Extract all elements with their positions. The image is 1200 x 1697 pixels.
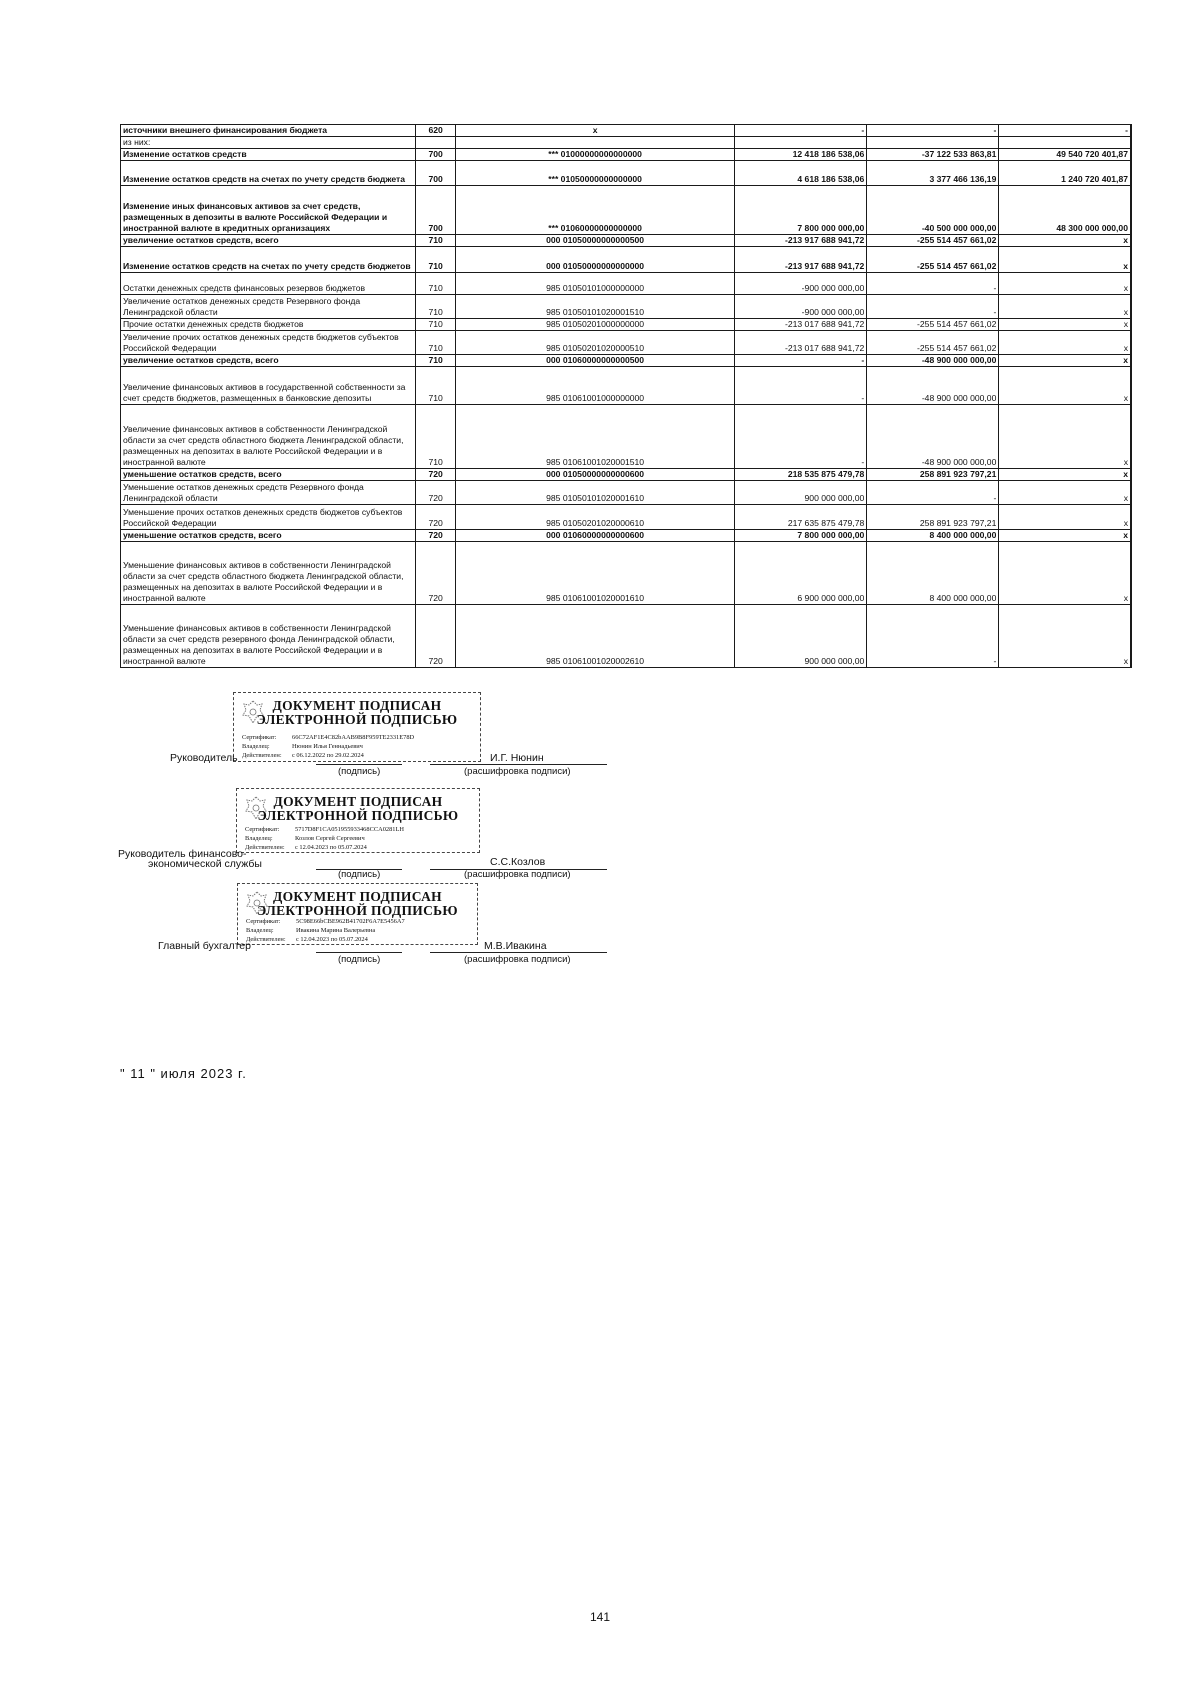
row-name-cell: Изменение иных финансовых активов за счет средств, размещенных в депозиты в валюте Российской Федерации и иностранной валюте в кредитных организациях	[121, 186, 416, 235]
row-code-cell: 720	[416, 605, 456, 668]
row-value-unexecuted-cell: 49 540 720 401,87	[999, 149, 1131, 161]
table-row	[121, 125, 1132, 137]
row-kbk-cell: 985 01050101020001510	[456, 295, 735, 319]
finance-label-line2: экономической службы	[148, 858, 262, 870]
stamp-details: Сертификат: 66C72AF1E4C82bAAB9B8F959TE2331E78D Владелец: Нюнин Илья Геннадьевич Действителен: с 06.12.2022 по 29.02.2024	[242, 734, 415, 759]
head-decode-line	[430, 764, 607, 765]
stamp-title: ДОКУМЕНТ ПОДПИСАН	[272, 698, 442, 713]
row-name-cell: Изменение остатков средств на счетах по учету средств бюджета	[121, 161, 416, 186]
row-code-cell: 710	[416, 235, 456, 247]
finance-name: С.С.Козлов	[490, 856, 546, 868]
row-value-approved-cell: 900 000 000,00	[735, 481, 867, 505]
table-row	[121, 186, 1132, 235]
row-value-executed-cell: -	[867, 125, 999, 137]
row-value-unexecuted-cell: x	[999, 235, 1131, 247]
row-value-unexecuted-cell: x	[999, 469, 1131, 481]
e-signature-stamp-head	[233, 692, 481, 762]
row-value-approved-cell: 4 618 186 538,06	[735, 161, 867, 186]
row-value-executed-cell: -	[867, 273, 999, 295]
row-value-approved-cell: 7 800 000 000,00	[735, 186, 867, 235]
row-name-cell: уменьшение остатков средств, всего	[121, 469, 416, 481]
stamp-subtitle: ЭЛЕКТРОННОЙ ПОДПИСЬЮ	[257, 903, 458, 918]
row-code-cell: 720	[416, 469, 456, 481]
row-value-approved-cell: -	[735, 405, 867, 469]
table-row	[121, 405, 1132, 469]
row-kbk-cell: 985 01050201020000610	[456, 505, 735, 530]
row-value-executed-cell: 8 400 000 000,00	[867, 542, 999, 605]
row-code-cell: 700	[416, 149, 456, 161]
row-code-cell: 710	[416, 247, 456, 273]
row-code-cell: 720	[416, 505, 456, 530]
e-signature-stamp-finance	[236, 788, 480, 853]
row-value-executed-cell: -	[867, 605, 999, 668]
row-value-approved-cell: -	[735, 367, 867, 405]
row-value-executed-cell: -255 514 457 661,02	[867, 247, 999, 273]
row-value-unexecuted-cell: x	[999, 530, 1131, 542]
row-kbk-cell: 000 01060000000000500	[456, 355, 735, 367]
table-row	[121, 161, 1132, 186]
row-kbk-cell: 000 01050000000000000	[456, 247, 735, 273]
row-value-approved-cell: 6 900 000 000,00	[735, 542, 867, 605]
document-date: " 11 " июля 2023 г.	[120, 1066, 247, 1081]
row-code-cell: 700	[416, 161, 456, 186]
finance-decode-caption: (расшифровка подписи)	[464, 869, 571, 880]
stamp-title: ДОКУМЕНТ ПОДПИСАН	[273, 794, 443, 809]
row-name-cell: Уменьшение остатков денежных средств Резервного фонда Ленинградской области	[121, 481, 416, 505]
accountant-name: М.В.Ивакина	[484, 940, 547, 952]
row-value-unexecuted-cell: x	[999, 331, 1131, 355]
row-kbk-cell: 985 01061001020002610	[456, 605, 735, 668]
table-row	[121, 319, 1132, 331]
row-value-unexecuted-cell: x	[999, 542, 1131, 605]
e-signature-stamp-accountant	[237, 883, 478, 945]
row-kbk-cell: 000 01050000000000500	[456, 235, 735, 247]
row-kbk-cell: 000 01050000000000600	[456, 469, 735, 481]
accountant-label: Главный бухгалтер	[158, 940, 251, 952]
finance-label-line1: Руководитель финансово-	[118, 848, 247, 860]
row-kbk-cell: 985 01061001000000000	[456, 367, 735, 405]
row-value-executed-cell: -255 514 457 661,02	[867, 331, 999, 355]
row-value-approved-cell: -900 000 000,00	[735, 295, 867, 319]
row-name-cell: Уменьшение финансовых активов в собственности Ленинградской области за счет средств резервного фонда Ленинградской области, размещенных на депозитах в валюте Российской Федерации и в иностранной валюте	[121, 605, 416, 668]
row-value-executed-cell: 258 891 923 797,21	[867, 505, 999, 530]
row-value-executed-cell: 8 400 000 000,00	[867, 530, 999, 542]
row-value-approved-cell: -213 017 688 941,72	[735, 331, 867, 355]
head-label: Руководитель	[170, 752, 238, 764]
page-number: 141	[589, 1610, 611, 1624]
row-name-cell: источники внешнего финансирования бюджета	[121, 125, 416, 137]
row-value-executed-cell: -48 900 000 000,00	[867, 355, 999, 367]
row-code-cell: 720	[416, 530, 456, 542]
row-name-cell: увеличение остатков средств, всего	[121, 235, 416, 247]
table-row	[121, 137, 1132, 149]
row-kbk-cell: *** 01050000000000000	[456, 161, 735, 186]
row-value-unexecuted-cell: x	[999, 405, 1131, 469]
row-kbk-cell: 000 01060000000000600	[456, 530, 735, 542]
row-value-unexecuted-cell: -	[999, 125, 1131, 137]
row-value-executed-cell: -	[867, 481, 999, 505]
table-row	[121, 530, 1132, 542]
row-value-approved-cell: 218 535 875 479,78	[735, 469, 867, 481]
row-name-cell: Прочие остатки денежных средств бюджетов	[121, 319, 416, 331]
row-value-executed-cell: -48 900 000 000,00	[867, 405, 999, 469]
row-value-executed-cell: -	[867, 295, 999, 319]
row-value-unexecuted-cell: 1 240 720 401,87	[999, 161, 1131, 186]
row-name-cell: Увеличение прочих остатков денежных средств бюджетов субъектов Российской Федерации	[121, 331, 416, 355]
row-name-cell: увеличение остатков средств, всего	[121, 355, 416, 367]
accountant-decode-line	[430, 952, 607, 953]
stamp-title: ДОКУМЕНТ ПОДПИСАН	[273, 889, 442, 904]
row-value-unexecuted-cell: x	[999, 319, 1131, 331]
row-name-cell: Изменение остатков средств	[121, 149, 416, 161]
financing-sources-table	[120, 124, 1132, 668]
stamp-subtitle: ЭЛЕКТРОННОЙ ПОДПИСЬЮ	[257, 808, 459, 823]
row-code-cell: 710	[416, 355, 456, 367]
head-name: И.Г. Нюнин	[490, 752, 544, 764]
row-value-unexecuted-cell: x	[999, 505, 1131, 530]
row-kbk-cell: 985 01061001020001610	[456, 542, 735, 605]
row-value-approved-cell: 217 635 875 479,78	[735, 505, 867, 530]
row-code-cell: 720	[416, 481, 456, 505]
table-row	[121, 149, 1132, 161]
table-row	[121, 367, 1132, 405]
table-row	[121, 247, 1132, 273]
row-kbk-cell: 985 01050101000000000	[456, 273, 735, 295]
table-row	[121, 481, 1132, 505]
row-value-approved-cell: -213 017 688 941,72	[735, 319, 867, 331]
row-kbk-cell	[456, 137, 735, 149]
row-value-unexecuted-cell: x	[999, 367, 1131, 405]
row-value-executed-cell	[867, 137, 999, 149]
row-value-unexecuted-cell	[999, 137, 1131, 149]
table-row	[121, 235, 1132, 247]
row-value-approved-cell: 7 800 000 000,00	[735, 530, 867, 542]
row-value-unexecuted-cell: x	[999, 355, 1131, 367]
row-kbk-cell: 985 01050201020000510	[456, 331, 735, 355]
row-code-cell: 700	[416, 186, 456, 235]
table-row	[121, 542, 1132, 605]
row-value-unexecuted-cell: x	[999, 247, 1131, 273]
row-value-executed-cell: -37 122 533 863,81	[867, 149, 999, 161]
row-kbk-cell: 985 01050101020001610	[456, 481, 735, 505]
row-code-cell: 620	[416, 125, 456, 137]
head-sign-line	[316, 764, 402, 765]
row-code-cell: 720	[416, 542, 456, 605]
row-value-executed-cell: -255 514 457 661,02	[867, 235, 999, 247]
row-value-unexecuted-cell: x	[999, 481, 1131, 505]
row-value-approved-cell: -	[735, 125, 867, 137]
row-kbk-cell: *** 01060000000000000	[456, 186, 735, 235]
row-name-cell: Уменьшение прочих остатков денежных средств бюджетов субъектов Российской Федерации	[121, 505, 416, 530]
stamp-details: Сертификат: 5C98E66bCBE962B41702F6A7E5456A7 Владелец: Ивакина Марина Валерьевна Действителен: с 12.04.2023 по 05.07.2024	[246, 918, 405, 943]
row-value-executed-cell: 258 891 923 797,21	[867, 469, 999, 481]
row-value-approved-cell: 900 000 000,00	[735, 605, 867, 668]
row-value-approved-cell: -	[735, 355, 867, 367]
stamp-details: Сертификат: 5717D8F1CA051955933468CCA0281LH Владелец: Козлов Сергей Сергеевич Действителен: с 12.04.2023 по 05.07.2024	[245, 826, 405, 851]
table-row	[121, 273, 1132, 295]
row-value-unexecuted-cell: x	[999, 295, 1131, 319]
stamp-subtitle: ЭЛЕКТРОННОЙ ПОДПИСЬЮ	[256, 712, 458, 727]
row-value-unexecuted-cell: 48 300 000 000,00	[999, 186, 1131, 235]
table-row	[121, 295, 1132, 319]
row-name-cell: Уменьшение финансовых активов в собственности Ленинградской области за счет средств областного бюджета Ленинградской области, размещенных на депозитах в валюте Российской Федерации и в иностранной валюте	[121, 542, 416, 605]
row-value-executed-cell: -48 900 000 000,00	[867, 367, 999, 405]
row-code-cell: 710	[416, 295, 456, 319]
finance-sign-caption: (подпись)	[338, 869, 381, 880]
row-value-approved-cell: -213 917 688 941,72	[735, 235, 867, 247]
row-value-unexecuted-cell: x	[999, 605, 1131, 668]
row-value-approved-cell	[735, 137, 867, 149]
table-row	[121, 505, 1132, 530]
row-value-unexecuted-cell: x	[999, 273, 1131, 295]
row-code-cell	[416, 137, 456, 149]
table-row	[121, 469, 1132, 481]
table-row	[121, 331, 1132, 355]
row-code-cell: 710	[416, 367, 456, 405]
row-value-approved-cell: 12 418 186 538,06	[735, 149, 867, 161]
row-kbk-cell: x	[456, 125, 735, 137]
row-name-cell: Изменение остатков средств на счетах по учету средств бюджетов	[121, 247, 416, 273]
row-name-cell: Увеличение финансовых активов в государственной собственности за счет средств бюджетов, размещенных в банковские депозиты	[121, 367, 416, 405]
row-name-cell: Увеличение остатков денежных средств Резервного фонда Ленинградской области	[121, 295, 416, 319]
row-code-cell: 710	[416, 331, 456, 355]
row-code-cell: 710	[416, 405, 456, 469]
row-code-cell: 710	[416, 273, 456, 295]
row-code-cell: 710	[416, 319, 456, 331]
head-decode-caption: (расшифровка подписи)	[464, 766, 571, 777]
row-kbk-cell: 985 01061001020001510	[456, 405, 735, 469]
head-sign-caption: (подпись)	[338, 766, 381, 777]
accountant-decode-caption: (расшифровка подписи)	[464, 954, 571, 965]
table-row	[121, 605, 1132, 668]
row-value-executed-cell: -40 500 000 000,00	[867, 186, 999, 235]
row-value-approved-cell: -213 917 688 941,72	[735, 247, 867, 273]
row-value-approved-cell: -900 000 000,00	[735, 273, 867, 295]
accountant-sign-caption: (подпись)	[338, 954, 381, 965]
row-name-cell: Остатки денежных средств финансовых резервов бюджетов	[121, 273, 416, 295]
row-name-cell: уменьшение остатков средств, всего	[121, 530, 416, 542]
accountant-sign-line	[316, 952, 402, 953]
row-value-executed-cell: -255 514 457 661,02	[867, 319, 999, 331]
row-name-cell: из них:	[121, 137, 416, 149]
table-row	[121, 355, 1132, 367]
row-name-cell: Увеличение финансовых активов в собственности Ленинградской области за счет средств областного бюджета Ленинградской области, размещенных на депозитах в валюте Российской Федерации и в иностранной валюте	[121, 405, 416, 469]
row-value-executed-cell: 3 377 466 136,19	[867, 161, 999, 186]
row-kbk-cell: 985 01050201000000000	[456, 319, 735, 331]
row-kbk-cell: *** 01000000000000000	[456, 149, 735, 161]
